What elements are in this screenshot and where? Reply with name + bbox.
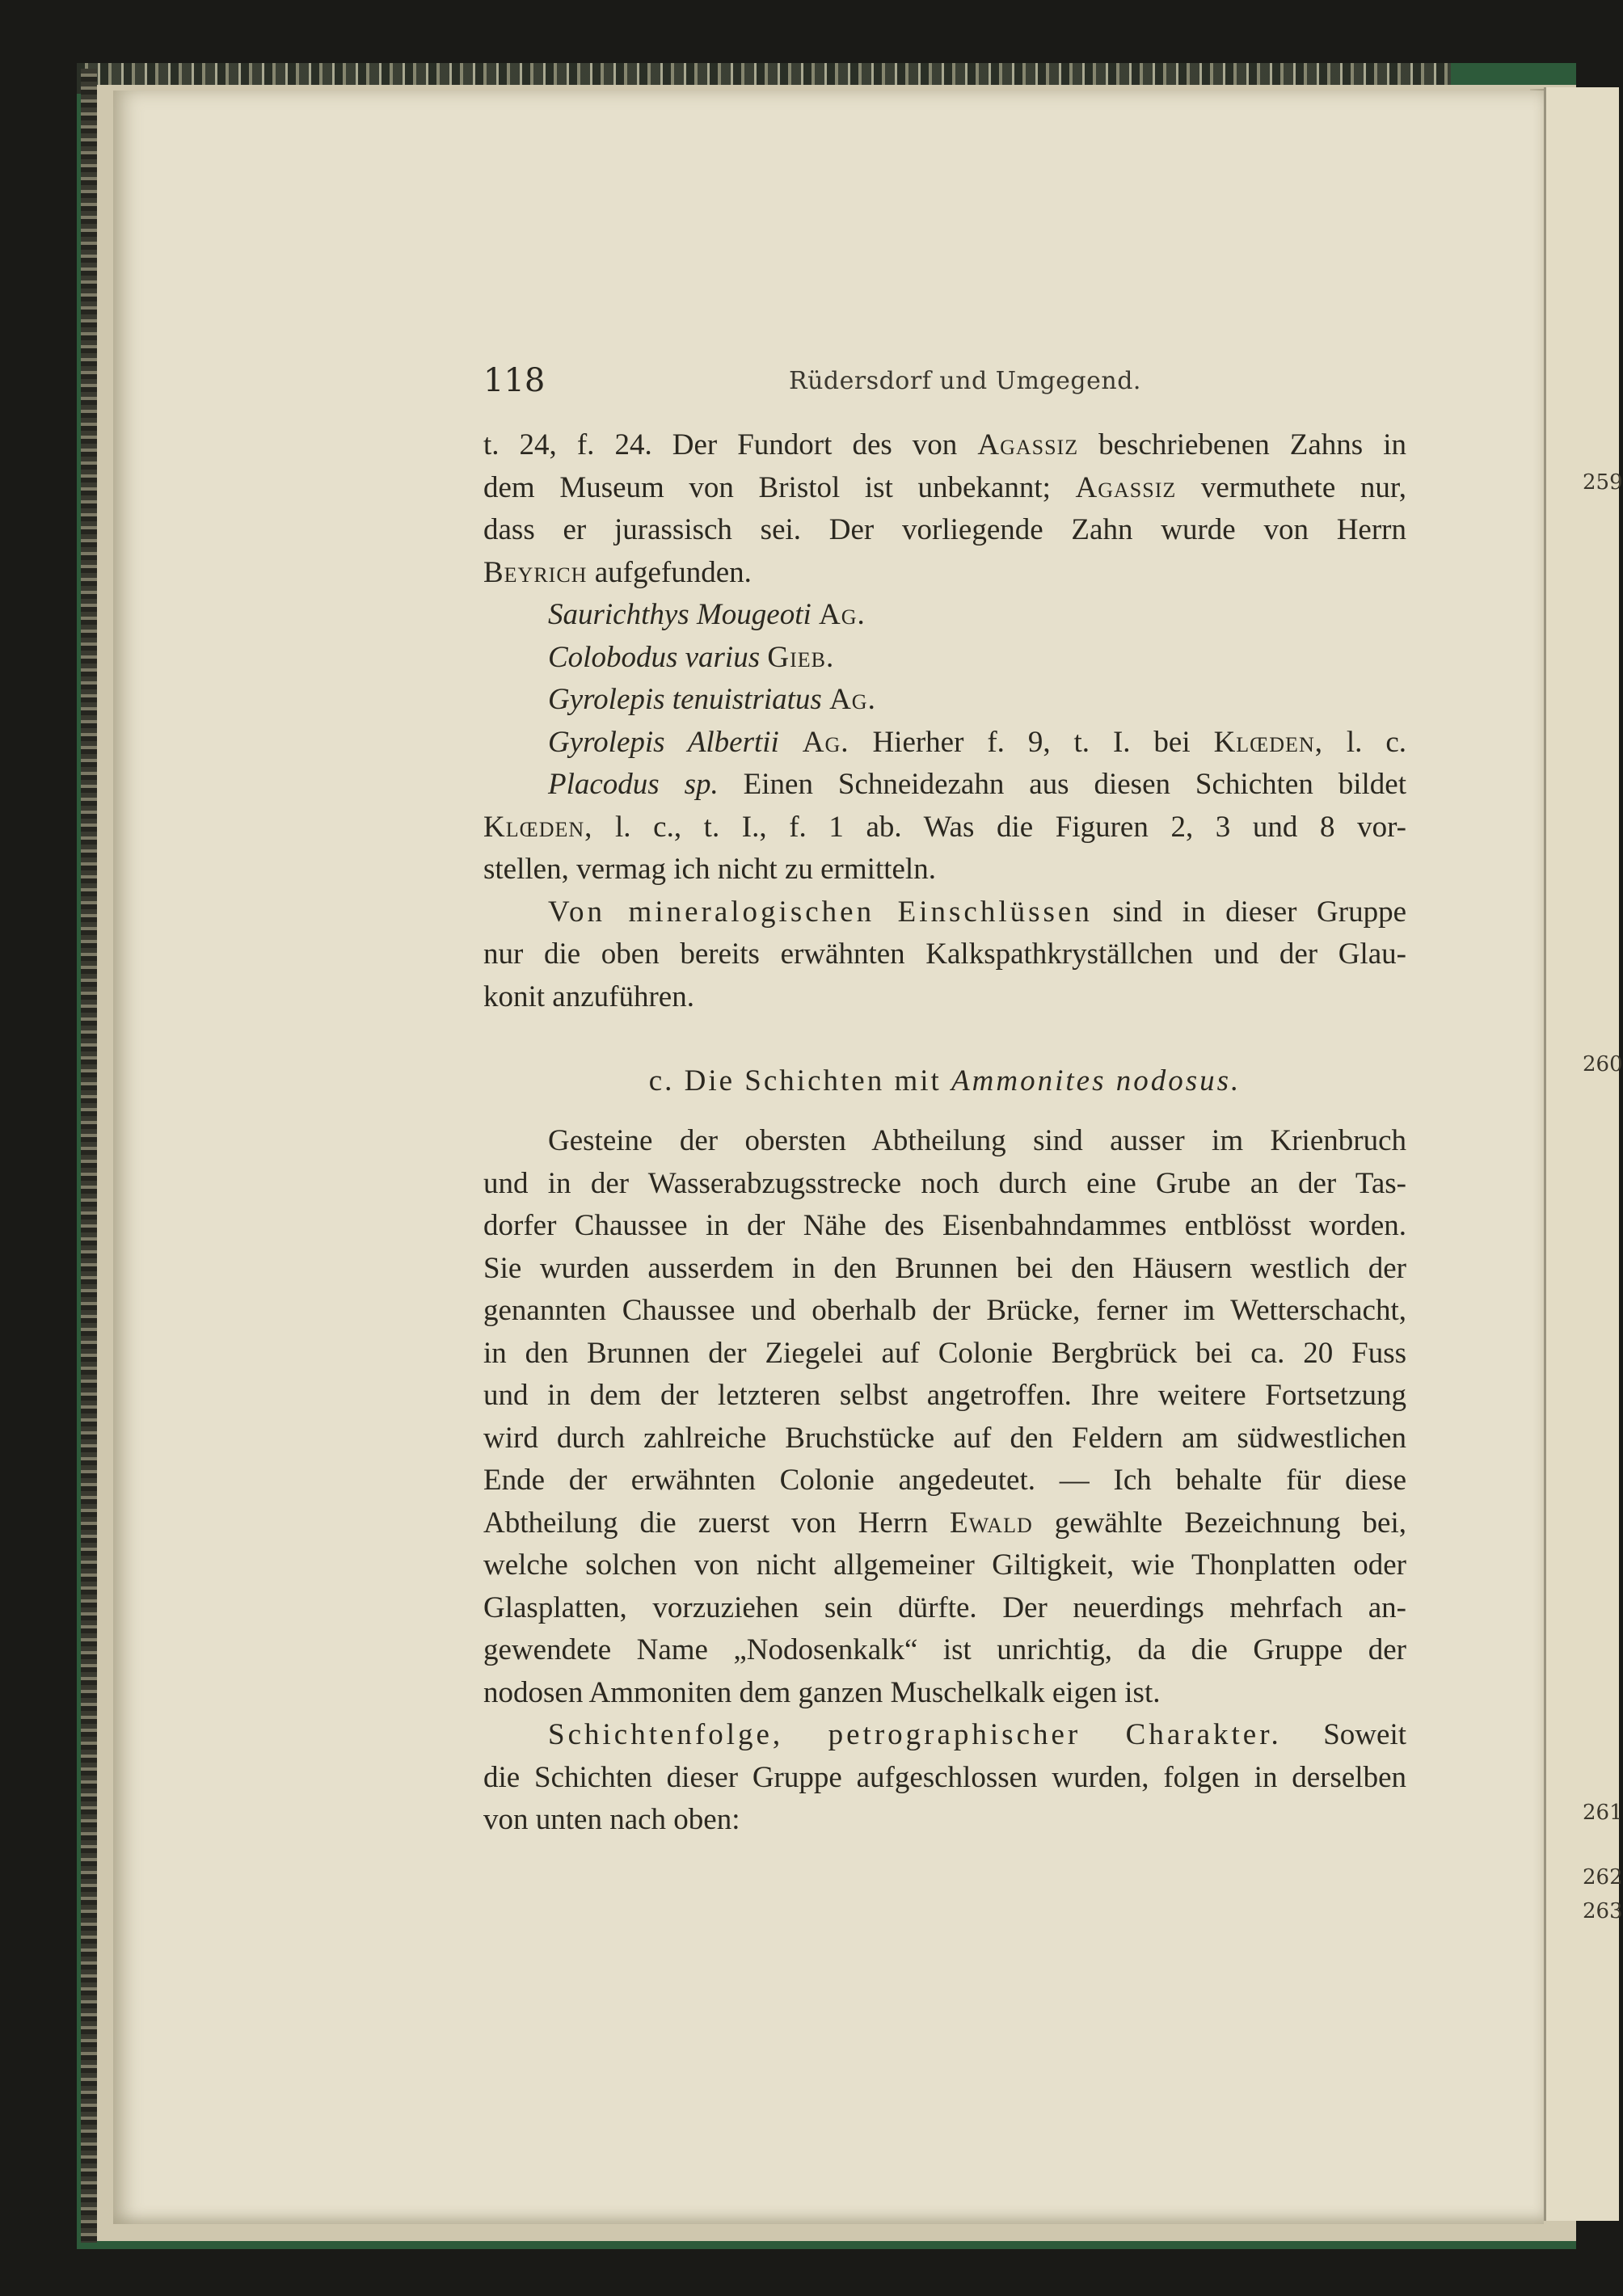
text-line: Klœden, l. c., t. I., f. 1 ab. Was die Figuren 2, 3 und 8 vor- [483,810,1407,844]
text-line: Glasplatten, vorzuziehen sein dürfte. Der neuerdings mehrfach an- [483,1590,1406,1624]
text-line: Beyrich aufgefunden. [483,555,752,589]
section-heading: c. Die Schichten mit Ammonites nodosus. [648,1064,1241,1097]
species-entry: Colobodus varius Gieb. [548,640,835,674]
text-line: Ende der erwähnten Colonie angedeutet. — Ich behalte für diese [483,1464,1406,1497]
text-line: Abtheilung die zuerst von Herrn Ewald gewählte Bezeichnung bei, [483,1506,1407,1540]
page-header [483,362,1406,402]
text-line: genannten Chaussee und oberhalb der Brücke, ferner im Wetterschacht, [483,1294,1406,1327]
text-line: von unten nach oben: [483,1803,740,1836]
page-number: 118 [483,362,546,399]
text-line: stellen, vermag ich nicht zu ermitteln. [483,853,936,886]
text-line: die Schichten dieser Gruppe aufgeschlossen wurden, folgen in derselben [483,1760,1406,1794]
text-line: und in dem der letzteren selbst angetroffen. Ihre weitere Fortsetzung [483,1379,1406,1412]
species-entry: Saurichthys Mougeoti Ag. [548,598,866,631]
marbled-endpaper-left [81,69,97,2243]
margin-number: 259 [1583,470,1623,495]
margin-number: 261 [1583,1801,1623,1825]
species-entry: Gyrolepis tenuistriatus Ag. [548,683,876,716]
text-line: welche solchen von nicht allgemeiner Giltigkeit, wie Thonplatten oder [483,1548,1406,1582]
text-line: gewendete Name „Nodosenkalk“ ist unrichtig, da die Gruppe der [483,1633,1406,1666]
text-line: nodosen Ammoniten dem ganzen Muschelkalk eigen ist. [483,1675,1161,1709]
text-line: dem Museum von Bristol ist unbekannt; Agassiz vermuthete nur, [483,470,1407,504]
text-line: in den Brunnen der Ziegelei auf Colonie Bergbrück bei ca. 20 Fuss [483,1336,1406,1370]
text-line: konit anzuführen. [483,979,694,1013]
text-line: Gesteine der obersten Abtheilung sind ausser im Krienbruch [548,1124,1406,1157]
running-head: Rüdersdorf und Umgegend. [789,367,1141,395]
text-line: dass er jurassisch sei. Der vorliegende Zahn wurde von Herrn [483,513,1406,546]
text-line: wird durch zahlreiche Bruchstücke auf den Feldern am südwestlichen [483,1421,1406,1455]
text-line: nur die oben bereits erwähnten Kalkspathkryställchen und der Glau- [483,937,1406,971]
species-entry: Placodus sp. Einen Schneidezahn aus diesen Schichten bildet [548,768,1406,801]
text-line: Von mineralogischen Einschlüssen sind in dieser Gruppe [548,895,1406,929]
spacer [483,1104,1406,1120]
margin-number: 260 [1583,1052,1623,1076]
text-line: t. 24, f. 24. Der Fundort des von Agassiz beschriebenen Zahns in [483,428,1407,461]
text-line: Sie wurden ausserdem in den Brunnen bei den Häusern westlich der [483,1251,1406,1285]
page-body [483,424,1406,1842]
species-entry: Gyrolepis Albertii Ag. Hierher f. 9, t. I. bei Klœden, l. c. [548,725,1407,759]
margin-number: 263 [1583,1899,1623,1923]
text-line: Schichtenfolge, petrographischer Charakter. Soweit [548,1718,1406,1751]
text-line: dorfer Chaussee in der Nähe des Eisenbahndammes entblösst worden. [483,1209,1406,1242]
text-line: und in der Wasserabzugsstrecke noch durch eine Grube an der Tas- [483,1166,1406,1200]
spacer [483,1018,1406,1059]
margin-number: 262 [1583,1865,1623,1889]
